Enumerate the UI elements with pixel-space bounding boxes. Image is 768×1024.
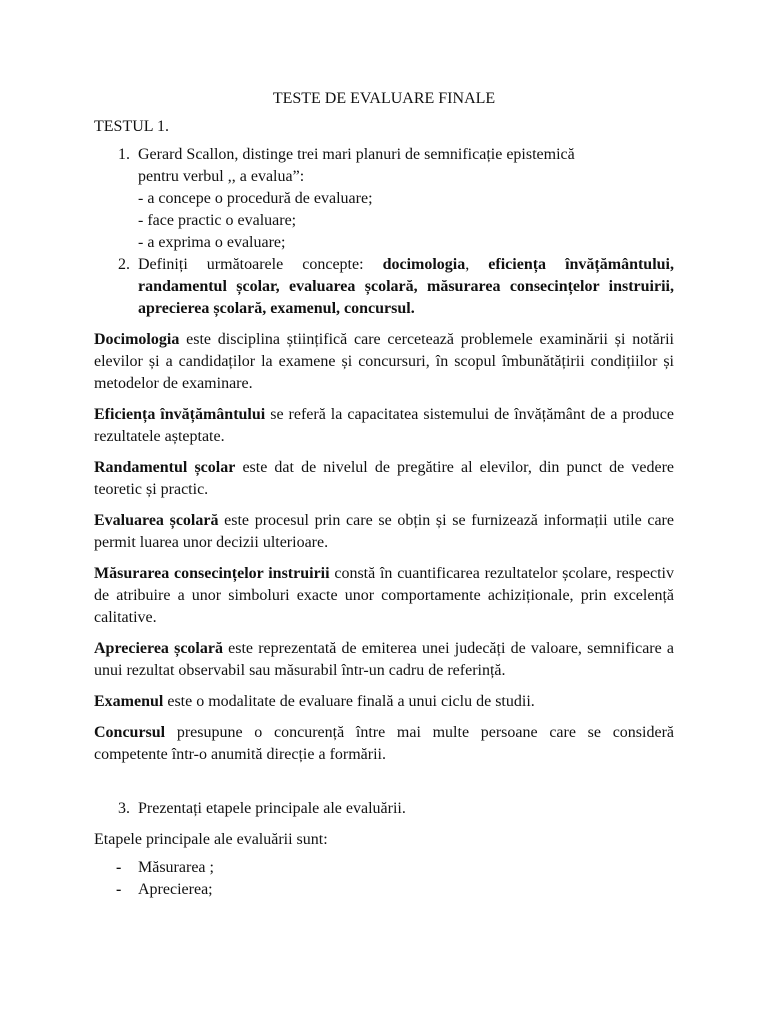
question-3-text: Prezentați etapele principale ale evaluării. (138, 800, 406, 817)
definition-paragraph (94, 510, 674, 554)
definition-term: Randamentul școlar (94, 459, 236, 476)
question-1-bullet: - face practic o evaluare; (138, 212, 297, 229)
definition-paragraph (94, 722, 674, 766)
definition-paragraph (94, 404, 674, 448)
definition-term: Docimologia (94, 331, 180, 348)
definition-paragraph (94, 457, 674, 501)
stage-label: Măsurarea ; (138, 859, 214, 876)
question-1-bullet: - a exprima o evaluare; (138, 234, 286, 251)
question-1 (94, 144, 674, 254)
questions-list-1-2 (94, 144, 674, 320)
question-2-term: docimologia (382, 256, 466, 273)
question-3 (94, 798, 674, 820)
definition-text: constă în cuantificarea rezultatelor școlare, respectiv de atribuire a unor simboluri exacte unor comportamente achiziționale, prin excelență calitative. (94, 565, 674, 626)
question-1-line-1: Gerard Scallon, distinge trei mari planuri de semnificație epistemică (138, 146, 575, 163)
definition-paragraph (94, 329, 674, 395)
document-title: TESTE DE EVALUARE FINALE (272, 90, 496, 107)
stage-label: Aprecierea; (138, 881, 213, 898)
definition-paragraph (94, 691, 674, 713)
stages-list (94, 857, 674, 901)
dash-bullet: - (116, 881, 122, 898)
definition-text: presupune o concurență între mai multe persoane care se consideră competente într-o anumită direcție a formării. (94, 724, 674, 763)
question-3-number: 3. (118, 800, 130, 817)
question-2-separator: , (465, 256, 489, 273)
question-1-number: 1. (118, 146, 130, 163)
definition-paragraph (94, 638, 674, 682)
question-2 (94, 254, 674, 320)
document-page (94, 88, 674, 901)
question-1-bullet: - a concepe o procedură de evaluare; (138, 190, 373, 207)
question-2-intro: Definiți următoarele concepte: (138, 256, 383, 273)
stage-item (94, 879, 674, 901)
spacer (94, 766, 674, 798)
stage-item (94, 857, 674, 879)
definition-term: Evaluarea școlară (94, 512, 219, 529)
definition-term: Examenul (94, 693, 164, 710)
question-3-answer-intro: Etapele principale ale evaluării sunt: (94, 831, 328, 848)
test-label: TESTUL 1. (94, 118, 169, 135)
definition-paragraph (94, 563, 674, 629)
definition-text: este dat de nivelul de pregătire al elevilor, din punct de vedere teoretic și practic. (94, 459, 674, 498)
question-1-line-2: pentru verbul ,, a evalua”: (138, 168, 305, 185)
definition-term: Măsurarea consecințelor instruirii (94, 565, 330, 582)
definition-term: Eficiența învățământului (94, 406, 266, 423)
definition-term: Concursul (94, 724, 166, 741)
question-2-number: 2. (118, 256, 130, 273)
definition-text: este procesul prin care se obțin și se furnizează informații utile care permit luarea unor decizii ulterioare. (94, 512, 674, 551)
definition-text: este disciplina științifică care cercetează problemele examinării și notării elevilor și a candidaților la examene și concursuri, în scopul îmbunătățirii condițiilor și metodelor de examinare. (94, 331, 674, 392)
definition-text: se referă la capacitatea sistemului de învățământ de a produce rezultatele așteptate. (94, 406, 675, 445)
definition-text: este o modalitate de evaluare finală a unui ciclu de studii. (163, 693, 535, 710)
definition-text: este reprezentată de emiterea unei judecăți de valoare, semnificare a unui rezultat observabil sau măsurabil într-un cadru de referință. (94, 640, 674, 679)
definition-term: Aprecierea școlară (94, 640, 223, 657)
dash-bullet: - (116, 859, 122, 876)
question-2-terms: eficiența învățământului, randamentul școlar, evaluarea școlară, măsurarea consecințelor instruirii, aprecierea școlară, examenul, concursul. (138, 256, 674, 317)
